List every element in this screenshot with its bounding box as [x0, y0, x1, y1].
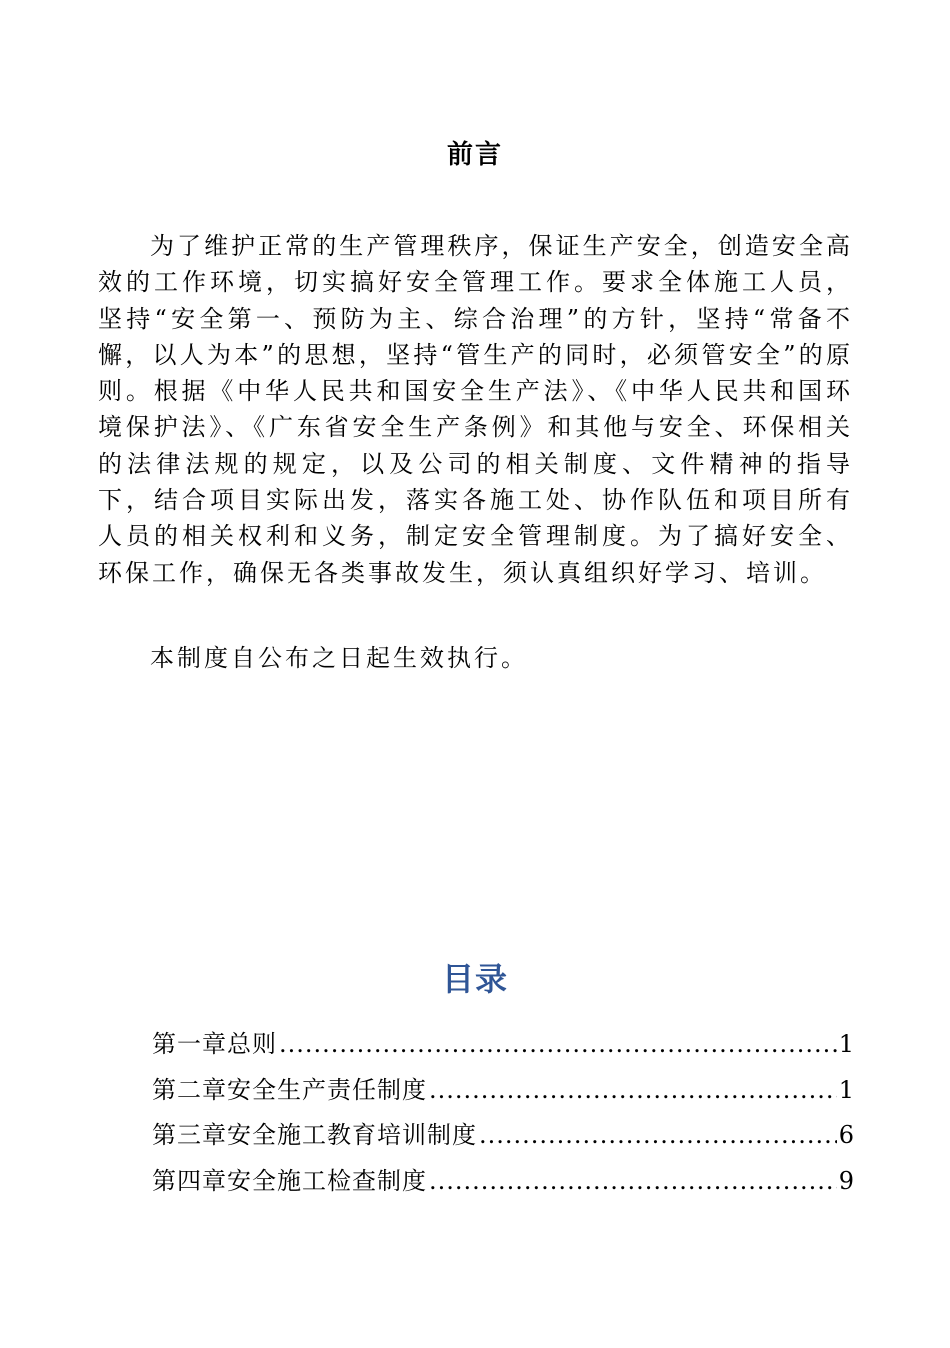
toc-entry-page: 1 [838, 1030, 854, 1058]
toc-entry-label: 第一章总则 [152, 1030, 277, 1058]
effective-statement: 本制度自公布之日起生效执行。 [150, 644, 528, 672]
toc-entry-label: 第二章安全生产责任制度 [152, 1075, 427, 1104]
toc-entry-page: 6 [838, 1121, 854, 1149]
toc-leader-dots [279, 1026, 837, 1062]
toc-entry-label: 第四章安全施工检查制度 [152, 1166, 427, 1195]
toc-entry-page: 1 [838, 1075, 854, 1104]
toc-leader-dots [479, 1117, 837, 1153]
toc-entry-page: 9 [838, 1166, 854, 1195]
toc-leader-dots [429, 1163, 837, 1199]
toc-entry[interactable] [152, 1026, 854, 1072]
preface-paragraph: 为了维护正常的生产管理秩序，保证生产安全，创造安全高效的工作环境，切实搞好安全管理工作。要求全体施工人员，坚持“安全第一、预防为主、综合治理”的方针，坚持“常备不懈，以人为本”的思想，坚持“管生产的同时，必须管安全”的原则。根据《中华人民共和国安全生产法》、《中华人民共和国环境保护法》、《广东省安全生产条例》和其他与安全、环保相关的法律法规的规定，以及公司的相关制度、文件精神的指导下，结合项目实际出发，落实各施工处、协作队伍和项目所有人员的相关权利和义务，制定安全管理制度。为了搞好安全、环保工作，确保无各类事故发生，须认真组织好学习、培训。 [98, 232, 853, 587]
table-of-contents [152, 1026, 854, 1208]
toc-leader-dots [429, 1072, 837, 1108]
preface-title: 前言 [446, 140, 503, 170]
toc-entry-label: 第三章安全施工教育培训制度 [152, 1121, 477, 1149]
toc-entry[interactable] [152, 1072, 854, 1118]
toc-entry[interactable] [152, 1163, 854, 1209]
toc-title: 目录 [441, 960, 508, 998]
toc-entry[interactable] [152, 1117, 854, 1163]
